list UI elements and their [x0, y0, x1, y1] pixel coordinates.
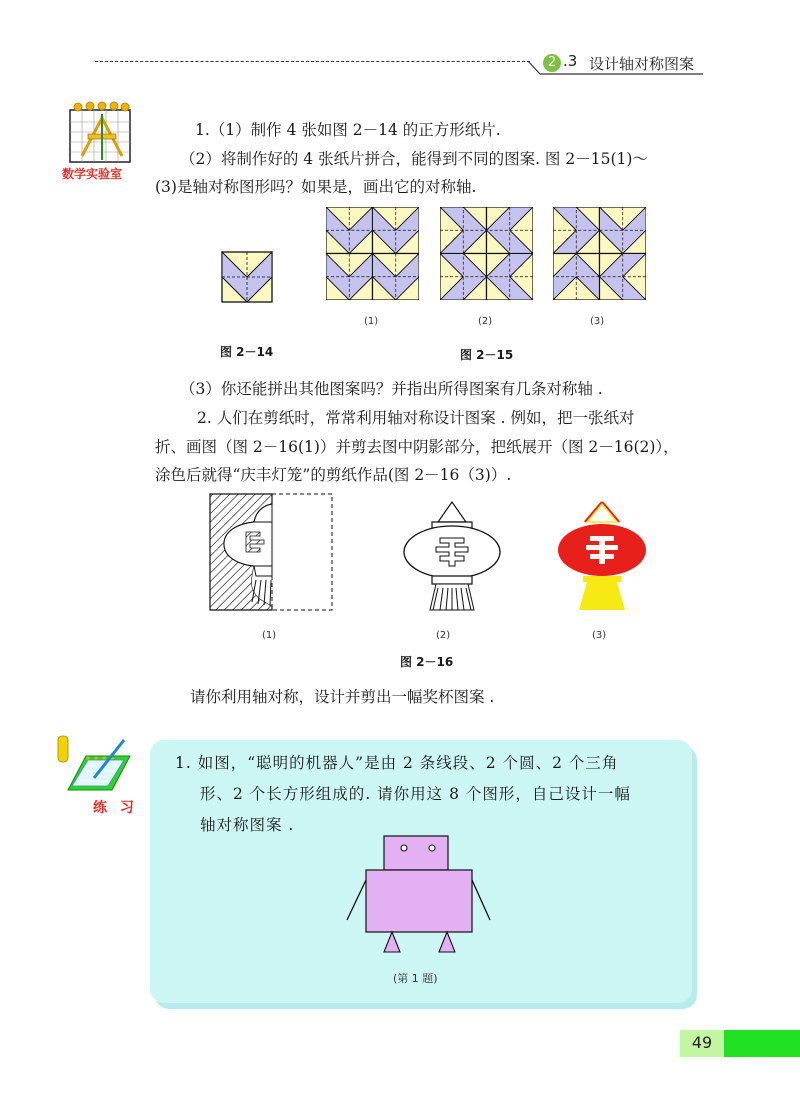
header-dashed-rule [95, 61, 530, 62]
figure-2-14-tile [221, 251, 273, 303]
fig15-caption-3: (3) [590, 316, 605, 327]
figure-2-16-2 [400, 500, 505, 615]
ex-q1-line1: 1. 如图，“聪明的机器人”是由 2 条线段、2 个圆、2 个三角 [175, 754, 619, 772]
q1-part2-line1: （2）将制作好的 4 张纸片拼合，能得到不同的图案. 图 2－15(1)～ [180, 150, 648, 168]
fig16-caption-1: (1) [262, 630, 277, 641]
q2-task: 请你利用轴对称，设计并剪出一幅奖杯图案 . [190, 688, 495, 706]
fig14-label: 图 2－14 [220, 345, 274, 359]
robot-eye-right [429, 845, 435, 851]
notebook-pen-icon [50, 732, 132, 802]
fig16-caption-2: (2) [436, 630, 451, 641]
ex-q1-line3: 轴对称图案 . [200, 816, 295, 834]
figure-2-16-3 [555, 500, 650, 615]
q2-line1: 2. 人们在剪纸时，常常利用轴对称设计图案 . 例如，把一张纸对 [197, 409, 635, 427]
robot-figure-caption: (第 1 题) [393, 972, 438, 985]
fig15-caption-2: (2) [478, 316, 493, 327]
figure-2-15-1 [326, 207, 419, 300]
section-number-circle: 2 [543, 54, 561, 72]
q2-line3: 涂色后就得“庆丰灯笼”的剪纸作品(图 2－16（3)）. [155, 466, 512, 484]
q1-part3: （3）你还能拼出其他图案吗？并指出所得图案有几条对称轴 . [180, 380, 603, 398]
q1-part2-line2: (3)是轴对称图形吗？如果是，画出它的对称轴. [155, 178, 477, 196]
figure-2-16-1 [206, 492, 336, 612]
section-title: 设计轴对称图案 [589, 55, 695, 73]
page-number: 49 [691, 1033, 713, 1052]
robot-body [366, 870, 472, 932]
robot-eye-left [401, 845, 407, 851]
fig16-label: 图 2－16 [400, 655, 454, 669]
tile-a [222, 252, 272, 302]
exercise-badge-label: 练 习 [93, 800, 138, 816]
fig15-label: 图 2－15 [460, 348, 514, 362]
robot-arm-left [347, 880, 366, 920]
robot-figure [344, 834, 494, 964]
ex-q1-line2: 形、2 个长方形组成的. 请你用这 8 个图形，自己设计一幅 [200, 785, 631, 803]
robot-foot-left [384, 932, 400, 952]
q1-part1: 1.（1）制作 4 张如图 2－14 的正方形纸片. [195, 121, 501, 139]
figure-2-15-2 [440, 207, 533, 300]
calendar-protractor-icon [62, 100, 138, 166]
figure-2-15-3 [553, 207, 646, 300]
fig16-caption-3: (3) [592, 630, 607, 641]
section-number-sub: .3 [563, 52, 578, 70]
fig15-caption-1: (1) [364, 316, 379, 327]
robot-foot-right [439, 932, 455, 952]
robot-arm-right [472, 880, 490, 920]
q2-line2: 折、画图（图 2－16(1)）并剪去图中阴影部分，把纸展开（图 2－16(2)）， [155, 438, 679, 456]
lab-badge-label: 数学实验室 [62, 167, 123, 181]
robot-head [384, 836, 448, 870]
section-number [543, 52, 577, 72]
